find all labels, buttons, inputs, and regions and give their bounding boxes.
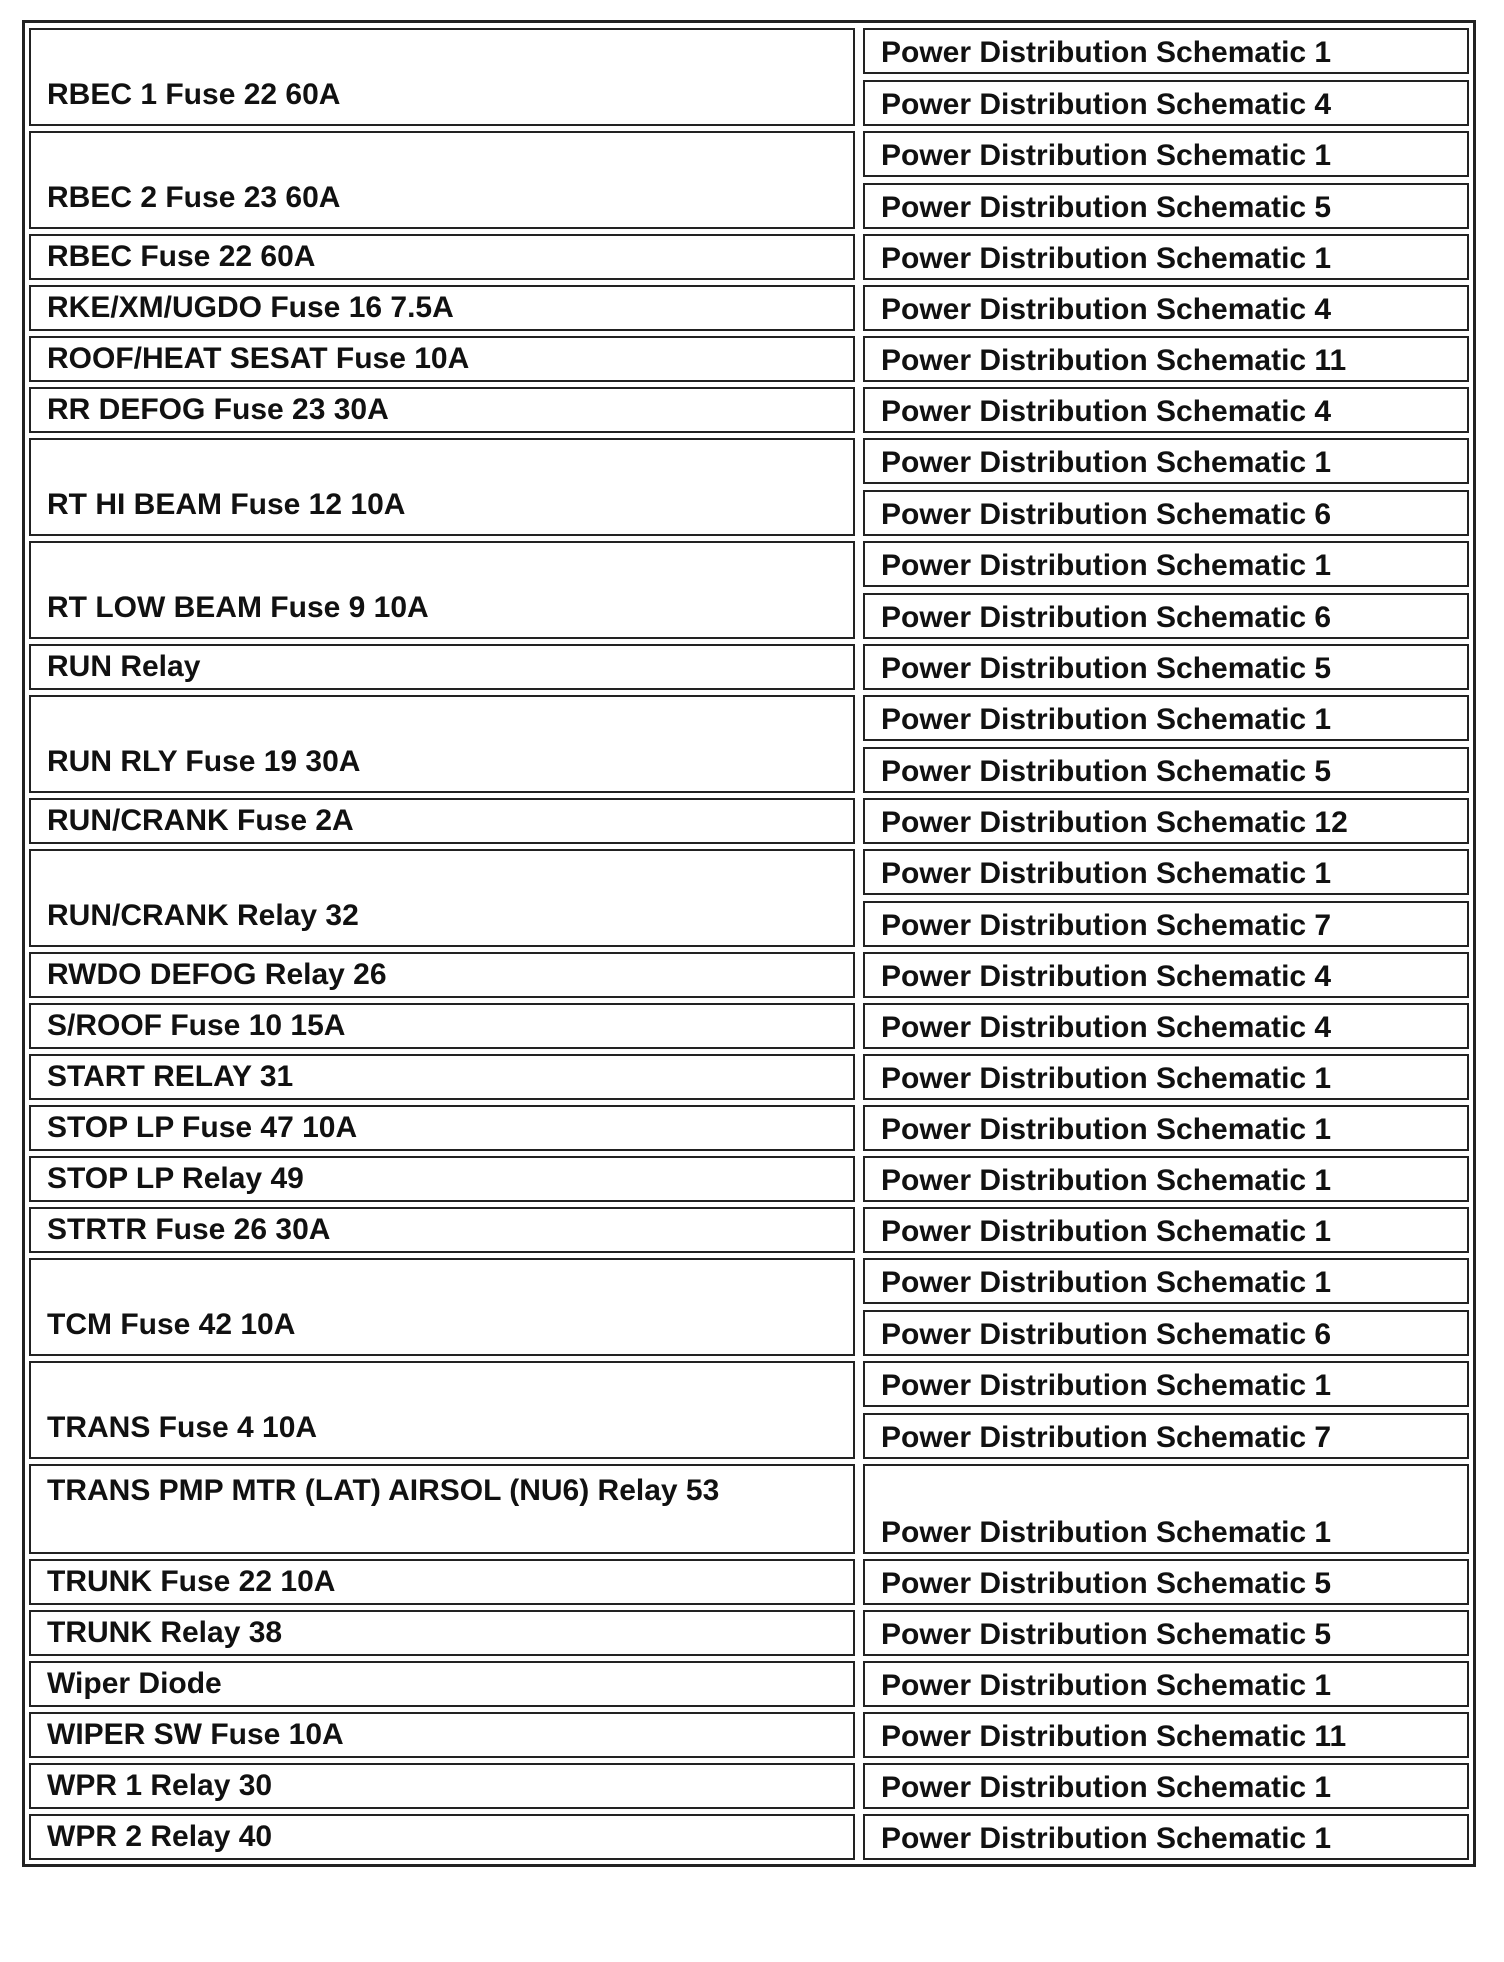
column-gap xyxy=(855,131,863,229)
column-gap xyxy=(855,798,863,844)
component-name: S/ROOF Fuse 10 15A xyxy=(29,1003,855,1049)
column-gap xyxy=(855,541,863,639)
table-row xyxy=(29,849,1469,947)
schematic-reference-column xyxy=(863,438,1469,536)
schematic-reference: Power Distribution Schematic 1 xyxy=(863,131,1469,177)
column-gap xyxy=(855,1207,863,1253)
table-row xyxy=(29,336,1469,382)
table-row xyxy=(29,644,1469,690)
column-gap xyxy=(855,952,863,998)
schematic-reference: Power Distribution Schematic 1 xyxy=(863,1763,1469,1809)
column-gap xyxy=(855,234,863,280)
table-row xyxy=(29,234,1469,280)
component-index-body xyxy=(29,28,1469,1860)
schematic-reference-column xyxy=(863,336,1469,382)
table-row xyxy=(29,1105,1469,1151)
schematic-reference-column xyxy=(863,952,1469,998)
table-row xyxy=(29,1661,1469,1707)
table-row xyxy=(29,1814,1469,1860)
schematic-reference: Power Distribution Schematic 5 xyxy=(863,1610,1469,1656)
schematic-reference: Power Distribution Schematic 5 xyxy=(863,747,1469,793)
schematic-reference-column xyxy=(863,234,1469,280)
table-row xyxy=(29,1258,1469,1356)
schematic-reference: Power Distribution Schematic 6 xyxy=(863,593,1469,639)
column-gap xyxy=(855,644,863,690)
column-gap xyxy=(855,1814,863,1860)
table-row xyxy=(29,1156,1469,1202)
schematic-reference-column xyxy=(863,1003,1469,1049)
table-row xyxy=(29,1054,1469,1100)
schematic-reference: Power Distribution Schematic 4 xyxy=(863,80,1469,126)
schematic-reference: Power Distribution Schematic 1 xyxy=(863,1464,1469,1554)
schematic-reference-column xyxy=(863,131,1469,229)
component-name: TRANS PMP MTR (LAT) AIRSOL (NU6) Relay 53 xyxy=(29,1464,855,1554)
component-name: RBEC Fuse 22 60A xyxy=(29,234,855,280)
schematic-reference: Power Distribution Schematic 1 xyxy=(863,541,1469,587)
column-gap xyxy=(855,1712,863,1758)
component-name: RBEC 1 Fuse 22 60A xyxy=(29,28,855,126)
schematic-reference-column xyxy=(863,1054,1469,1100)
component-name: WPR 2 Relay 40 xyxy=(29,1814,855,1860)
column-gap xyxy=(855,1464,863,1554)
schematic-reference: Power Distribution Schematic 7 xyxy=(863,901,1469,947)
table-row xyxy=(29,28,1469,126)
component-index-frame xyxy=(22,20,1476,1867)
component-name: RT LOW BEAM Fuse 9 10A xyxy=(29,541,855,639)
column-gap xyxy=(855,336,863,382)
column-gap xyxy=(855,387,863,433)
schematic-reference: Power Distribution Schematic 11 xyxy=(863,336,1469,382)
schematic-reference-column xyxy=(863,1207,1469,1253)
component-name: RWDO DEFOG Relay 26 xyxy=(29,952,855,998)
component-name: START RELAY 31 xyxy=(29,1054,855,1100)
schematic-reference-column xyxy=(863,695,1469,793)
schematic-reference: Power Distribution Schematic 6 xyxy=(863,490,1469,536)
component-name: TRUNK Fuse 22 10A xyxy=(29,1559,855,1605)
schematic-reference-column xyxy=(863,387,1469,433)
component-name: WPR 1 Relay 30 xyxy=(29,1763,855,1809)
schematic-reference-column xyxy=(863,1156,1469,1202)
schematic-reference: Power Distribution Schematic 1 xyxy=(863,1661,1469,1707)
table-row xyxy=(29,1207,1469,1253)
component-name: TRANS Fuse 4 10A xyxy=(29,1361,855,1459)
schematic-reference-column xyxy=(863,644,1469,690)
schematic-reference-column xyxy=(863,1105,1469,1151)
table-row xyxy=(29,1763,1469,1809)
component-name: RUN RLY Fuse 19 30A xyxy=(29,695,855,793)
schematic-reference: Power Distribution Schematic 1 xyxy=(863,1814,1469,1860)
component-name: RKE/XM/UGDO Fuse 16 7.5A xyxy=(29,285,855,331)
schematic-reference-column xyxy=(863,1661,1469,1707)
column-gap xyxy=(855,1661,863,1707)
schematic-reference: Power Distribution Schematic 11 xyxy=(863,1712,1469,1758)
column-gap xyxy=(855,1763,863,1809)
table-row xyxy=(29,952,1469,998)
component-name: RUN Relay xyxy=(29,644,855,690)
column-gap xyxy=(855,1559,863,1605)
table-row xyxy=(29,798,1469,844)
schematic-reference-column xyxy=(863,849,1469,947)
column-gap xyxy=(855,1610,863,1656)
schematic-reference: Power Distribution Schematic 6 xyxy=(863,1310,1469,1356)
component-name: Wiper Diode xyxy=(29,1661,855,1707)
schematic-reference-column xyxy=(863,1258,1469,1356)
column-gap xyxy=(855,285,863,331)
schematic-reference: Power Distribution Schematic 5 xyxy=(863,183,1469,229)
table-row xyxy=(29,1610,1469,1656)
table-row xyxy=(29,541,1469,639)
component-name: RT HI BEAM Fuse 12 10A xyxy=(29,438,855,536)
column-gap xyxy=(855,1054,863,1100)
table-row xyxy=(29,1003,1469,1049)
component-name: TCM Fuse 42 10A xyxy=(29,1258,855,1356)
column-gap xyxy=(855,1003,863,1049)
component-name: RUN/CRANK Fuse 2A xyxy=(29,798,855,844)
table-row xyxy=(29,387,1469,433)
schematic-reference: Power Distribution Schematic 1 xyxy=(863,438,1469,484)
column-gap xyxy=(855,438,863,536)
schematic-reference: Power Distribution Schematic 1 xyxy=(863,695,1469,741)
column-gap xyxy=(855,28,863,126)
schematic-reference: Power Distribution Schematic 4 xyxy=(863,387,1469,433)
schematic-reference: Power Distribution Schematic 4 xyxy=(863,952,1469,998)
schematic-reference: Power Distribution Schematic 1 xyxy=(863,1105,1469,1151)
column-gap xyxy=(855,849,863,947)
table-row xyxy=(29,1361,1469,1459)
schematic-reference: Power Distribution Schematic 1 xyxy=(863,849,1469,895)
schematic-reference: Power Distribution Schematic 5 xyxy=(863,644,1469,690)
component-name: STOP LP Fuse 47 10A xyxy=(29,1105,855,1151)
column-gap xyxy=(855,1105,863,1151)
schematic-reference: Power Distribution Schematic 12 xyxy=(863,798,1469,844)
component-name: STOP LP Relay 49 xyxy=(29,1156,855,1202)
schematic-reference-column xyxy=(863,1763,1469,1809)
schematic-reference-column xyxy=(863,285,1469,331)
column-gap xyxy=(855,1156,863,1202)
component-name: WIPER SW Fuse 10A xyxy=(29,1712,855,1758)
schematic-reference: Power Distribution Schematic 5 xyxy=(863,1559,1469,1605)
schematic-reference-column xyxy=(863,1814,1469,1860)
component-name: RBEC 2 Fuse 23 60A xyxy=(29,131,855,229)
component-name: TRUNK Relay 38 xyxy=(29,1610,855,1656)
schematic-reference-column xyxy=(863,28,1469,126)
schematic-reference-column xyxy=(863,1559,1469,1605)
table-row xyxy=(29,1712,1469,1758)
table-row xyxy=(29,695,1469,793)
table-row xyxy=(29,131,1469,229)
schematic-reference-column xyxy=(863,1610,1469,1656)
column-gap xyxy=(855,1258,863,1356)
component-name: ROOF/HEAT SESAT Fuse 10A xyxy=(29,336,855,382)
column-gap xyxy=(855,1361,863,1459)
schematic-reference: Power Distribution Schematic 1 xyxy=(863,1361,1469,1407)
schematic-reference-column xyxy=(863,541,1469,639)
column-gap xyxy=(855,695,863,793)
schematic-reference-column xyxy=(863,1361,1469,1459)
table-row xyxy=(29,1559,1469,1605)
schematic-reference-column xyxy=(863,798,1469,844)
schematic-reference: Power Distribution Schematic 1 xyxy=(863,1207,1469,1253)
component-name: RR DEFOG Fuse 23 30A xyxy=(29,387,855,433)
schematic-reference: Power Distribution Schematic 1 xyxy=(863,234,1469,280)
schematic-reference: Power Distribution Schematic 4 xyxy=(863,1003,1469,1049)
table-row xyxy=(29,285,1469,331)
schematic-reference: Power Distribution Schematic 1 xyxy=(863,28,1469,74)
schematic-reference-column xyxy=(863,1712,1469,1758)
schematic-reference: Power Distribution Schematic 1 xyxy=(863,1054,1469,1100)
schematic-reference-column xyxy=(863,1464,1469,1554)
schematic-reference: Power Distribution Schematic 4 xyxy=(863,285,1469,331)
component-name: RUN/CRANK Relay 32 xyxy=(29,849,855,947)
component-index-table xyxy=(29,23,1469,1865)
table-row xyxy=(29,438,1469,536)
schematic-reference: Power Distribution Schematic 1 xyxy=(863,1156,1469,1202)
schematic-reference: Power Distribution Schematic 7 xyxy=(863,1413,1469,1459)
schematic-reference: Power Distribution Schematic 1 xyxy=(863,1258,1469,1304)
component-name: STRTR Fuse 26 30A xyxy=(29,1207,855,1253)
table-row xyxy=(29,1464,1469,1554)
